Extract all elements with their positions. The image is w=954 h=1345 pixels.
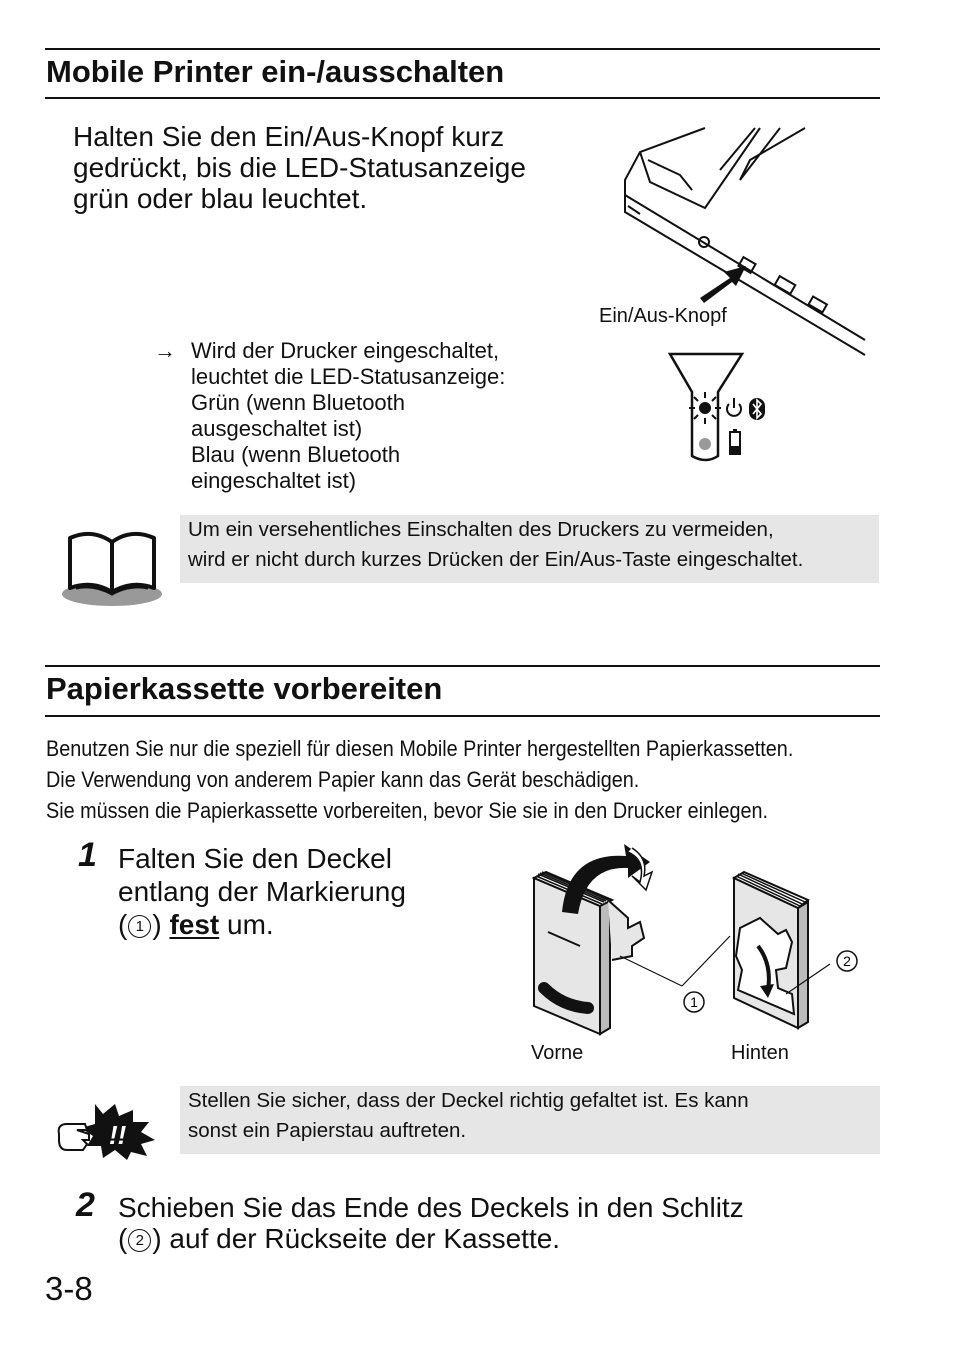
note-box <box>180 515 879 583</box>
label-front: Vorne <box>531 1042 584 1064</box>
power-button-label: Ein/Aus-Knopf <box>599 305 727 327</box>
step-line <box>118 908 406 941</box>
caution-line: Stellen Sie sicher, dass der Deckel richtig gefaltet ist. Es kann <box>188 1089 749 1112</box>
result-line: Blau (wenn Bluetooth <box>191 442 401 467</box>
step-number: 2 <box>76 1186 95 1224</box>
intro-line: Benutzen Sie nur die speziell für diesen Mobile Printer hergestellten Papierkassetten. <box>46 736 794 761</box>
caution-box <box>180 1086 880 1154</box>
step1-text <box>118 842 406 941</box>
result-line: Grün (wenn Bluetooth <box>191 390 406 415</box>
step-number: 1 <box>78 836 97 874</box>
led-status-icon <box>668 352 778 464</box>
step-line: Schieben Sie das Ende des Deckels in den Schlitz <box>118 1192 744 1223</box>
power-symbol-icon <box>727 398 741 416</box>
emphasis-text: fest <box>169 909 220 940</box>
page-number: 3-8 <box>45 1270 93 1307</box>
callout-1: 1 <box>690 994 698 1010</box>
section-rule-bottom <box>45 97 880 99</box>
caution-icon-text: !! <box>109 1120 127 1150</box>
section-rule-bottom <box>45 715 880 717</box>
step-line-end: ) auf der Rückseite der Kassette. <box>152 1223 561 1254</box>
result-line: ausgeschaltet ist) <box>191 416 363 441</box>
intro-line: Die Verwendung von anderem Papier kann das Gerät beschädigen. <box>46 767 640 792</box>
section-title-cassette: Papierkassette vorbereiten <box>46 671 443 706</box>
power-instruction <box>73 121 526 214</box>
step2-text <box>118 1192 744 1254</box>
cassette-illustration <box>528 838 868 1043</box>
result-line: Wird der Drucker eingeschaltet, <box>191 338 500 363</box>
note-line: wird er nicht durch kurzes Drücken der Ein/Aus-Taste eingeschaltet. <box>188 548 804 571</box>
instruction-line: grün oder blau leuchtet. <box>73 183 368 214</box>
step-line-end: um. <box>227 909 274 940</box>
paren: ( <box>118 1223 128 1254</box>
section-rule-top <box>45 665 880 667</box>
power-result <box>191 338 505 494</box>
result-line: leuchtet die LED-Statusanzeige: <box>191 364 506 389</box>
marker-2: 2 <box>128 1229 151 1252</box>
step-line: Falten Sie den Deckel <box>118 843 392 874</box>
intro-line: Sie müssen die Papierkassette vorbereiten, bevor Sie sie in den Drucker einlegen. <box>46 798 768 823</box>
step-line <box>118 1223 744 1254</box>
caution-line: sonst ein Papierstau auftreten. <box>188 1119 467 1142</box>
callout-2: 2 <box>843 953 851 969</box>
section-title-power: Mobile Printer ein-/ausschalten <box>46 54 505 89</box>
caution-icon <box>55 1100 165 1160</box>
label-back: Hinten <box>731 1042 789 1064</box>
paren: ) <box>152 909 162 940</box>
instruction-line: Halten Sie den Ein/Aus-Knopf kurz <box>73 121 505 152</box>
note-line: Um ein versehentliches Einschalten des Druckers zu vermeiden, <box>188 518 774 541</box>
result-line: eingeschaltet ist) <box>191 468 357 493</box>
book-icon <box>60 522 164 608</box>
instruction-line: gedrückt, bis die LED-Statusanzeige <box>73 152 526 183</box>
cassette-intro <box>46 733 876 826</box>
section-rule-top <box>45 48 880 50</box>
step-line: entlang der Markierung <box>118 876 406 907</box>
paren: ( <box>118 909 128 940</box>
marker-1: 1 <box>128 915 151 938</box>
result-arrow: → <box>154 338 176 363</box>
